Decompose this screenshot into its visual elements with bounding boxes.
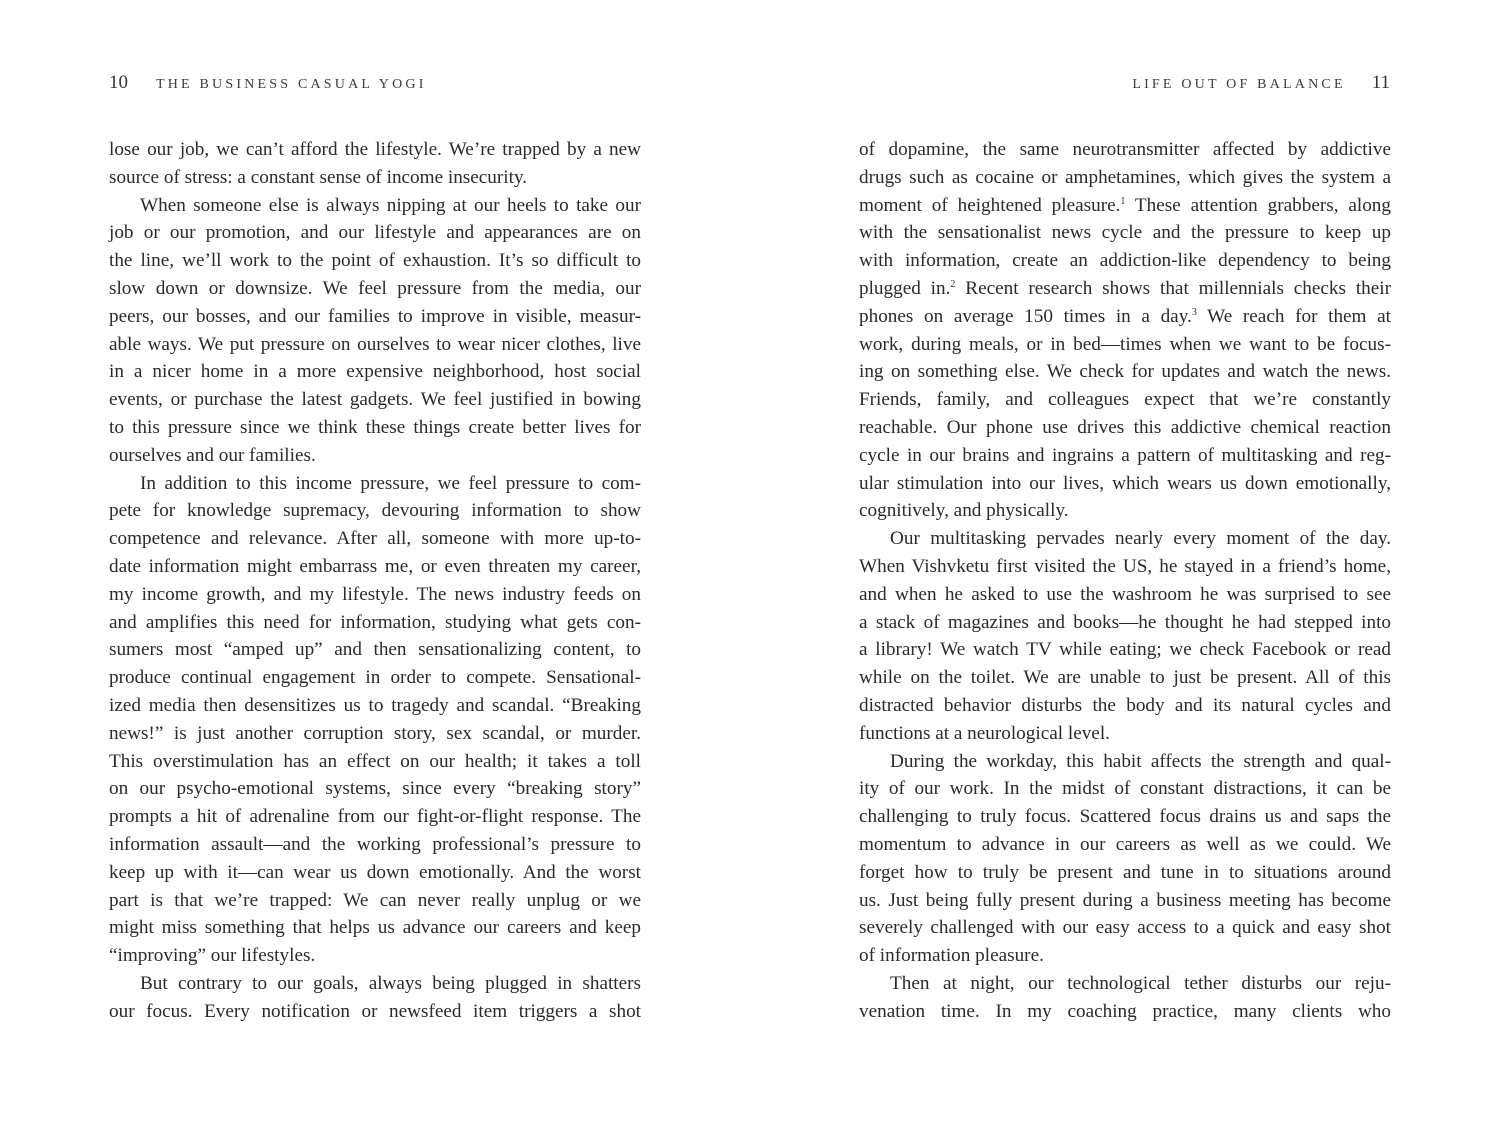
text-line: the line, we’ll work to the point of exhaustion. It’s so difficult to — [109, 250, 641, 272]
text-segment: moment of heightened pleasure. — [859, 194, 1121, 216]
text-line: able ways. We put pressure on ourselves to wear nicer clothes, live — [109, 333, 641, 355]
text-line: forget how to truly be present and tune in to situations around — [859, 861, 1391, 883]
text-line: When Vishvketu first visited the US, he stayed in a friend’s home, — [859, 555, 1391, 577]
running-head-right — [1132, 72, 1390, 96]
page-number: 10 — [109, 72, 128, 93]
text-line: date information might embarrass me, or even threaten my career, — [109, 555, 641, 577]
text-line: sumers most “amped up” and then sensationalizing content, to — [109, 639, 641, 661]
text-line: cognitively, and physically. — [859, 500, 1069, 522]
text-line: ing on something else. We check for updates and watch the news. — [859, 361, 1391, 383]
text-line: reachable. Our phone use drives this addictive chemical reaction — [859, 416, 1391, 438]
text-line: in a nicer home in a more expensive neighborhood, host social — [109, 361, 641, 383]
text-line: lose our job, we can’t afford the lifestyle. We’re trapped by a new — [109, 139, 641, 160]
text-line: challenging to truly focus. Scattered focus drains us and saps the — [859, 806, 1391, 828]
footnote-marker: 3 — [1191, 306, 1197, 318]
text-line: cycle in our brains and ingrains a pattern of multitasking and reg- — [859, 444, 1391, 466]
text-line: our focus. Every notification or newsfeed item triggers a shot — [109, 1000, 641, 1022]
text-segment: phones on average 150 times in a day. — [859, 305, 1192, 327]
text-line — [859, 303, 1391, 331]
text-line: drugs such as cocaine or amphetamines, which gives the system a — [859, 166, 1391, 188]
text-line — [859, 192, 1391, 220]
text-line: produce continual engagement in order to compete. Sensational- — [109, 667, 641, 689]
text-line: with information, create an addiction-like dependency to being — [859, 250, 1391, 272]
text-line: ourselves and our families. — [109, 444, 316, 466]
text-line: Then at night, our technological tether disturbs our reju- — [890, 972, 1391, 994]
text-line: with the sensationalist news cycle and the pressure to keep up — [859, 222, 1391, 244]
body-text-left — [109, 136, 641, 1026]
text-line: pete for knowledge supremacy, devouring information to show — [109, 500, 641, 522]
text-segment: We reach for them at — [1196, 305, 1391, 327]
text-line: Our multitasking pervades nearly every moment of the day. — [890, 528, 1391, 550]
text-line: functions at a neurological level. — [859, 722, 1110, 744]
text-line: distracted behavior disturbs the body and its natural cycles and — [859, 694, 1391, 716]
text-line: In addition to this income pressure, we feel pressure to com- — [140, 472, 641, 494]
page-number: 11 — [1371, 72, 1390, 93]
text-line: slow down or downsize. We feel pressure from the media, our — [109, 277, 641, 299]
text-line: job or our promotion, and our lifestyle and appearances are on — [109, 222, 641, 244]
text-line: my income growth, and my lifestyle. The news industry feeds on — [109, 583, 641, 605]
text-line: and when he asked to use the washroom he was surprised to see — [859, 583, 1391, 605]
text-line: ular stimulation into our lives, which wears us down emotionally, — [859, 472, 1391, 494]
book-title-header: THE BUSINESS CASUAL YOGI — [156, 77, 427, 92]
text-line: part is that we’re trapped: We can never really unplug or we — [109, 889, 641, 911]
text-line: prompts a hit of adrenaline from our fight-or-flight response. The — [109, 806, 641, 828]
text-line: to this pressure since we think these things create better lives for — [109, 416, 641, 438]
text-line: work, during meals, or in bed—times when we want to be focus- — [859, 333, 1391, 355]
text-line: and amplifies this need for information, studying what gets con- — [109, 611, 641, 633]
text-line: This overstimulation has an effect on our health; it takes a toll — [109, 750, 641, 772]
text-segment: These attention grabbers, along — [1125, 194, 1391, 216]
text-line: ity of our work. In the midst of constant distractions, it can be — [859, 778, 1391, 800]
text-line: severely challenged with our easy access to a quick and easy shot — [859, 917, 1391, 939]
text-line: venation time. In my coaching practice, many clients who — [859, 1000, 1391, 1022]
text-line: source of stress: a constant sense of income insecurity. — [109, 166, 528, 188]
footnote-marker: 2 — [950, 278, 956, 290]
text-line: news!” is just another corruption story, sex scandal, or murder. — [109, 722, 641, 744]
text-line: keep up with it—can wear us down emotionally. And the worst — [109, 861, 641, 883]
text-line: while on the toilet. We are unable to just be present. All of this — [859, 667, 1391, 689]
text-line: might miss something that helps us advance our careers and keep — [109, 917, 641, 939]
text-line: of dopamine, the same neurotransmitter affected by addictive — [859, 139, 1391, 160]
text-line: momentum to advance in our careers as well as we could. We — [859, 833, 1391, 855]
text-line: competence and relevance. After all, someone with more up-to- — [109, 528, 641, 550]
text-segment: Recent research shows that millennials checks their — [955, 277, 1391, 299]
text-line: us. Just being fully present during a business meeting has become — [859, 889, 1391, 911]
text-line — [859, 275, 1391, 303]
text-line: a stack of magazines and books—he thought he had stepped into — [859, 611, 1391, 633]
text-line: peers, our bosses, and our families to improve in visible, measur- — [109, 305, 641, 327]
text-line: ized media then desensitizes us to tragedy and scandal. “Breaking — [109, 694, 641, 716]
text-line: “improving” our lifestyles. — [109, 945, 316, 967]
text-line: But contrary to our goals, always being plugged in shatters — [140, 972, 641, 994]
right-page — [750, 0, 1500, 1125]
text-line: When someone else is always nipping at our heels to take our — [140, 194, 641, 216]
text-line: information assault—and the working professional’s pressure to — [109, 833, 641, 855]
body-text-right — [859, 136, 1391, 1026]
text-line: on our psycho-emotional systems, since every “breaking story” — [109, 778, 641, 800]
running-head-left — [109, 72, 427, 96]
text-segment: plugged in. — [859, 277, 951, 299]
text-line: During the workday, this habit affects the strength and qual- — [890, 750, 1391, 772]
text-line: a library! We watch TV while eating; we check Facebook or read — [859, 639, 1391, 661]
text-line: events, or purchase the latest gadgets. We feel justified in bowing — [109, 389, 641, 411]
chapter-title-header: LIFE OUT OF BALANCE — [1132, 77, 1346, 92]
text-line: of information pleasure. — [859, 945, 1044, 967]
text-line: Friends, family, and colleagues expect that we’re constantly — [859, 389, 1391, 411]
footnote-marker: 1 — [1120, 195, 1126, 207]
